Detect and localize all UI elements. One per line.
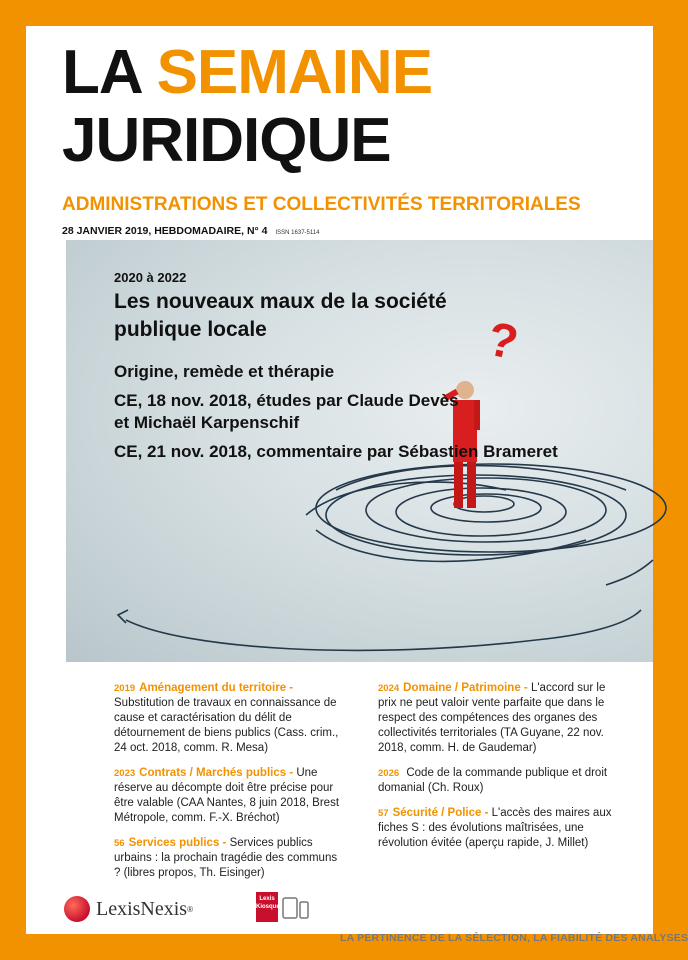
- cover-citation-2: CE, 21 nov. 2018, commentaire par Sébastien Brameret: [114, 442, 558, 461]
- issue-line: [62, 225, 319, 237]
- item-rubric: Services publics -: [128, 837, 227, 849]
- item-rubric: Aménagement du territoire -: [139, 682, 294, 694]
- item-number: 2026: [378, 768, 400, 779]
- item-number: 2023: [114, 768, 136, 779]
- cover-citation-1: [114, 390, 459, 434]
- summary-item[interactable]: [378, 766, 618, 796]
- edition-subtitle: ADMINISTRATIONS ET COLLECTIVITÉS TERRITORIALES: [62, 194, 581, 215]
- summary-item[interactable]: [378, 806, 618, 851]
- item-rubric: Sécurité / Police -: [392, 807, 489, 819]
- item-text: Une réserve au décompte doit être précise pour être valable (CAA Nantes, 8 juin 2018, Brest Métropole, comm. F.-X. Bréchot): [114, 767, 340, 824]
- masthead-la: LA: [62, 38, 157, 107]
- issn: ISSN 1637-5114: [275, 230, 320, 236]
- summary-item[interactable]: [114, 681, 339, 756]
- item-text: L'accord sur le prix ne peut valoir vente parfaite que dans le respect des compétences des organes des collectivités territoriales (TA Guyane, 22 nov. 2018, comm. H. de Gaudemar): [378, 682, 606, 754]
- item-rubric: Domaine / Patrimoine -: [403, 682, 528, 694]
- masthead-juridique: JURIDIQUE: [62, 106, 391, 175]
- tagline: LA PERTINENCE DE LA SÉLECTION, LA FIABILITÉ DES ANALYSES: [340, 932, 688, 944]
- headline-line2: publique locale: [114, 318, 267, 341]
- lexisnexis-logo-icon: [64, 896, 90, 922]
- headline-line1: Les nouveaux maux de la société: [114, 290, 447, 313]
- summary-item[interactable]: [378, 681, 618, 756]
- cover-illustration: [66, 240, 653, 662]
- masthead-line1: [62, 38, 433, 107]
- registered-mark: ®: [187, 904, 193, 914]
- summary-item[interactable]: [114, 766, 339, 826]
- lexis-kiosque-icon[interactable]: [256, 892, 278, 922]
- item-text: Substitution de travaux en connaissance de cause et caractérisation du délit de détournement de biens publics (Cass. crim., 24 oct. 2018, comm. R. Mesa): [114, 697, 339, 754]
- item-text: Code de la commande publique et droit domanial (Ch. Roux): [378, 767, 608, 794]
- item-rubric: Contrats / Marchés publics -: [139, 767, 294, 779]
- citation-1-line1: CE, 18 nov. 2018, études par Claude Devès: [114, 391, 459, 410]
- publisher-logo[interactable]: [64, 896, 193, 922]
- summary-right-column: [378, 681, 618, 861]
- item-number: 57: [378, 808, 389, 819]
- cover-deck: Origine, remède et thérapie: [114, 362, 335, 381]
- item-text: L'accès des maires aux fiches S : des évolutions maîtrisées, une révolution évitée (aperçu rapide, J. Millet): [378, 807, 612, 849]
- issue-date: 28 JANVIER 2019, HEBDOMADAIRE, N° 4: [62, 225, 268, 237]
- item-text: Services publics urbains : la prochain tragédie des communs ? (libres propos, Th. Eisinger): [114, 837, 338, 879]
- question-mark: ?: [482, 312, 523, 371]
- cover-page: [26, 26, 688, 944]
- kiosque-label-a: Lexis: [259, 896, 275, 902]
- item-number: 56: [114, 838, 125, 849]
- summary-item[interactable]: [114, 836, 339, 881]
- cover-years: 2020 à 2022: [114, 270, 187, 285]
- summary-left-column: [114, 681, 339, 891]
- item-number: 2024: [378, 683, 400, 694]
- scribble-spiral: [118, 464, 666, 650]
- item-number: 2019: [114, 683, 136, 694]
- publisher-name: LexisNexis: [96, 897, 188, 920]
- masthead-semaine: SEMAINE: [156, 38, 433, 107]
- devices-icon: [282, 896, 310, 920]
- kiosque-label-b: Kiosque: [256, 904, 280, 910]
- citation-1-line2: et Michaël Karpenschif: [114, 413, 300, 432]
- cover-headline: [114, 288, 447, 344]
